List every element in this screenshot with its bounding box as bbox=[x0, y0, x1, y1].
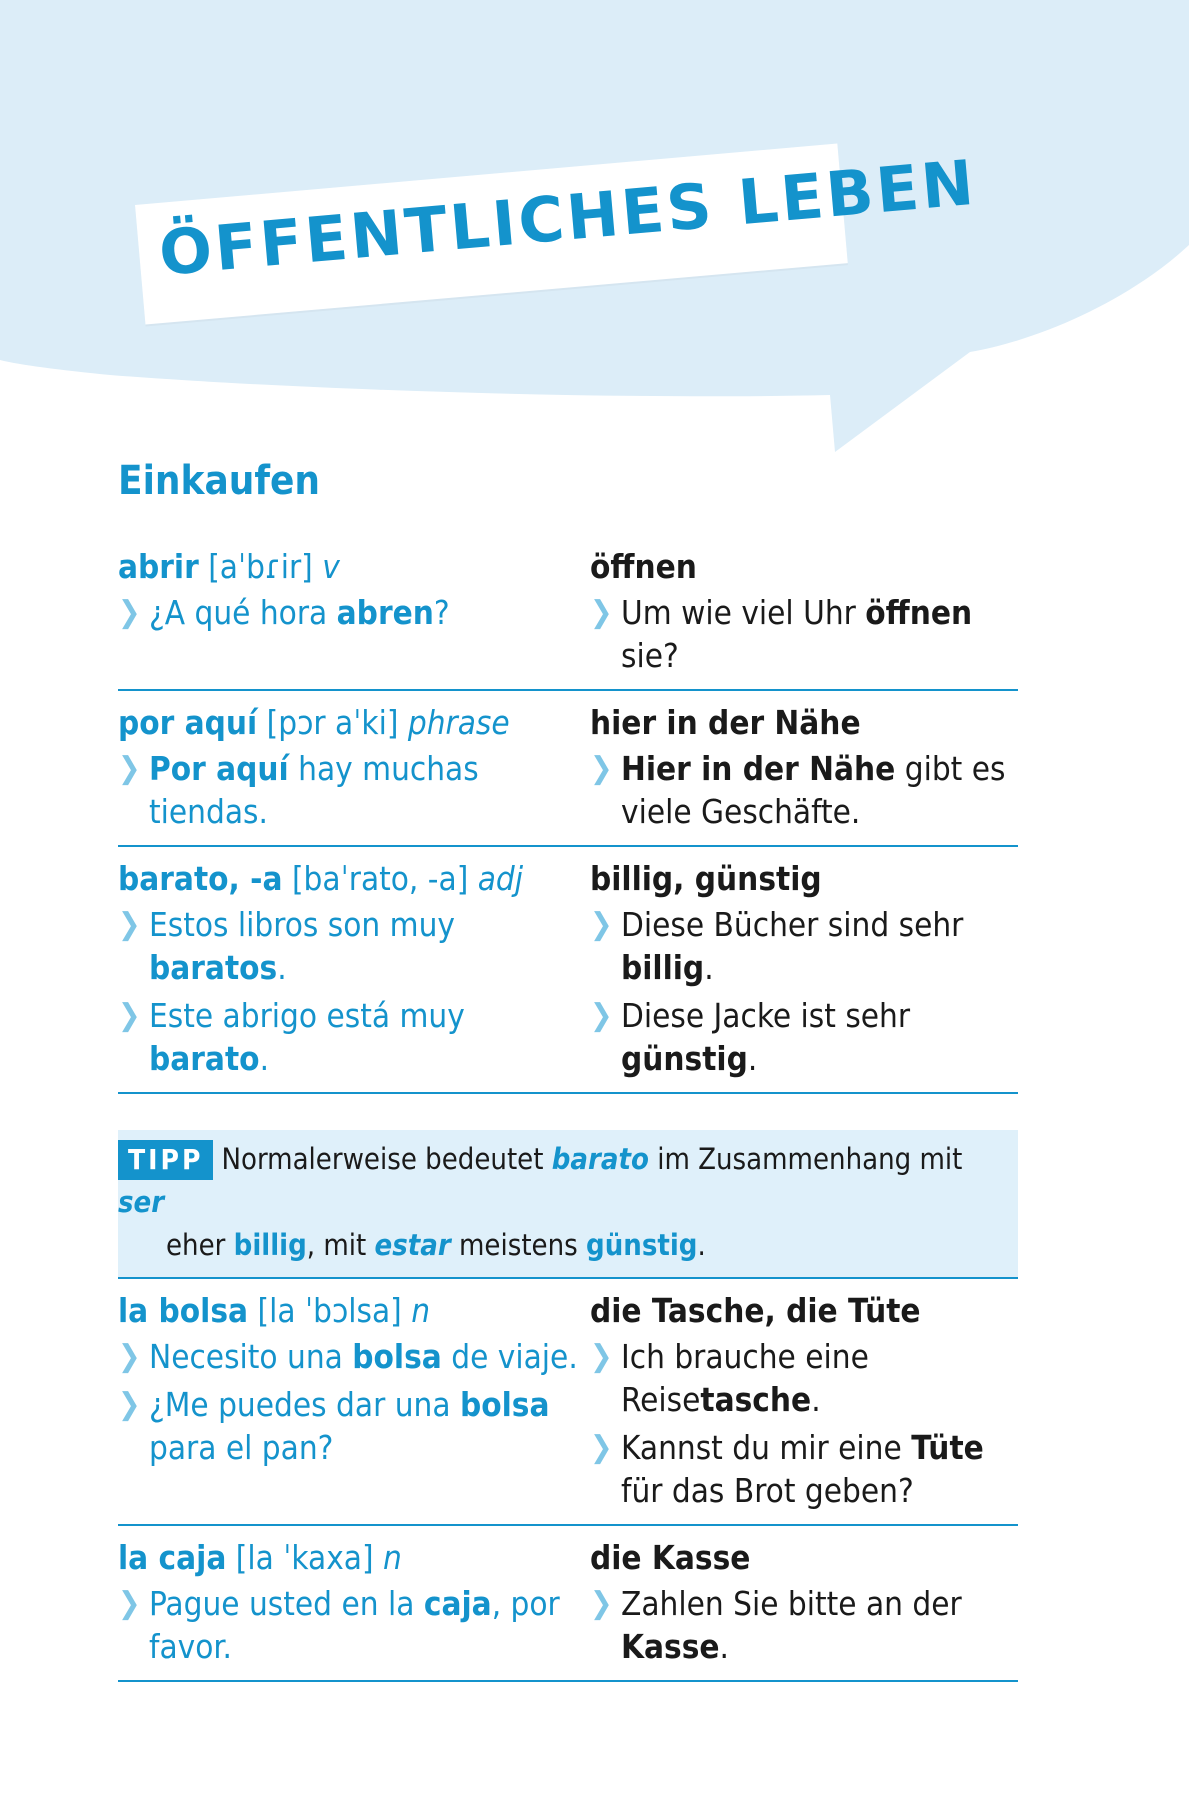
german-headword: die Tasche, die Tüte bbox=[590, 1291, 921, 1330]
spanish-column bbox=[118, 545, 590, 677]
es-word: barato, -a bbox=[118, 859, 283, 898]
german-example: ❯ Zahlen Sie bitte an der Kasse. bbox=[590, 1584, 962, 1666]
highlight-word: tasche bbox=[700, 1380, 812, 1419]
spanish-column bbox=[118, 857, 590, 1080]
spanish-example: ❯ ¿A qué hora abren? bbox=[118, 593, 450, 632]
es-pos: n bbox=[411, 1291, 431, 1330]
section-title: Einkaufen bbox=[118, 458, 321, 504]
vocab-entry bbox=[118, 1526, 1018, 1682]
german-example: ❯ Um wie viel Uhr öffnen sie? bbox=[590, 593, 973, 675]
german-column bbox=[590, 701, 1018, 833]
chevron-right-icon: ❯ bbox=[118, 1586, 141, 1621]
chevron-right-icon: ❯ bbox=[118, 907, 141, 942]
es-pos: adj bbox=[477, 859, 524, 898]
chevron-right-icon: ❯ bbox=[590, 751, 613, 786]
es-ipa: [la ˈbɔlsa] bbox=[257, 1291, 402, 1330]
highlight-word: Kasse bbox=[621, 1627, 720, 1666]
chevron-right-icon: ❯ bbox=[590, 907, 613, 942]
spanish-example: ❯ Estos libros son muy baratos. bbox=[118, 905, 455, 987]
vocab-entry bbox=[118, 847, 1018, 1094]
highlight-word: günstig bbox=[621, 1039, 748, 1078]
chevron-right-icon: ❯ bbox=[118, 1387, 141, 1422]
vocabulary-list bbox=[118, 545, 1018, 1682]
es-word: abrir bbox=[118, 547, 199, 586]
highlight-word: abren bbox=[336, 593, 434, 632]
vocab-entry bbox=[118, 691, 1018, 847]
es-word: la bolsa bbox=[118, 1291, 249, 1330]
spanish-example: ❯ Pague usted en la caja, por favor. bbox=[118, 1584, 560, 1666]
german-example: ❯ Diese Jacke ist sehr günstig. bbox=[590, 996, 911, 1078]
chevron-right-icon: ❯ bbox=[590, 1586, 613, 1621]
spanish-example: ❯ ¿Me puedes dar una bolsa para el pan? bbox=[118, 1385, 550, 1467]
chevron-right-icon: ❯ bbox=[590, 595, 613, 630]
chevron-right-icon: ❯ bbox=[590, 1430, 613, 1465]
german-column bbox=[590, 1289, 1018, 1512]
spanish-example: ❯ Necesito una bolsa de viaje. bbox=[118, 1337, 578, 1376]
german-example: ❯ Hier in der Nähe gibt es viele Geschäfte. bbox=[590, 749, 1006, 831]
highlight-word: Hier in der Nähe bbox=[621, 749, 896, 788]
german-headword: öffnen bbox=[590, 547, 697, 586]
vocab-entry bbox=[118, 1279, 1018, 1526]
es-ipa: [baˈrato, -a] bbox=[291, 859, 469, 898]
highlight-word: Por aquí bbox=[149, 749, 289, 788]
german-headword: die Kasse bbox=[590, 1538, 751, 1577]
highlight-word: bolsa bbox=[459, 1385, 550, 1424]
chevron-right-icon: ❯ bbox=[590, 998, 613, 1033]
highlight-word: bolsa bbox=[352, 1337, 442, 1376]
spanish-headword bbox=[118, 1536, 590, 1582]
tip-box bbox=[118, 1130, 1018, 1279]
es-pos: v bbox=[322, 547, 340, 586]
chevron-right-icon: ❯ bbox=[590, 1339, 613, 1374]
es-pos: n bbox=[383, 1538, 402, 1577]
es-pos: phrase bbox=[407, 703, 510, 742]
highlight-word: caja bbox=[423, 1584, 492, 1623]
es-ipa: [la ˈkaxa] bbox=[235, 1538, 374, 1577]
es-word: la caja bbox=[118, 1538, 227, 1577]
german-column bbox=[590, 857, 1018, 1080]
spanish-example: ❯ Por aquí hay muchas tiendas. bbox=[118, 749, 479, 831]
vocab-entry bbox=[118, 545, 1018, 691]
chevron-right-icon: ❯ bbox=[118, 595, 141, 630]
german-example: ❯ Kannst du mir eine Tüte für das Brot geben? bbox=[590, 1428, 984, 1510]
chevron-right-icon: ❯ bbox=[118, 1339, 141, 1374]
german-headword: billig, günstig bbox=[590, 859, 822, 898]
spanish-headword bbox=[118, 701, 590, 747]
highlight-word: barato bbox=[149, 1039, 260, 1078]
tip-badge: TIPP bbox=[118, 1140, 213, 1180]
spanish-headword bbox=[118, 857, 590, 903]
chevron-right-icon: ❯ bbox=[118, 751, 141, 786]
es-ipa: [aˈbɾir] bbox=[208, 547, 313, 586]
spanish-headword bbox=[118, 545, 590, 591]
chevron-right-icon: ❯ bbox=[118, 998, 141, 1033]
highlight-word: Tüte bbox=[911, 1428, 984, 1467]
spanish-column bbox=[118, 1289, 590, 1512]
german-column bbox=[590, 1536, 1018, 1668]
spanish-example: ❯ Este abrigo está muy barato. bbox=[118, 996, 465, 1078]
tip-line-2: eher billig, mit estar meistens günstig. bbox=[166, 1228, 706, 1262]
chapter-title: ÖFFENTLICHES LEBEN bbox=[156, 145, 980, 290]
german-example: ❯ Ich brauche eine Reisetasche. bbox=[590, 1337, 869, 1419]
spanish-column bbox=[118, 1536, 590, 1668]
highlight-word: baratos bbox=[149, 948, 278, 987]
es-ipa: [pɔr aˈki] bbox=[266, 703, 399, 742]
german-example: ❯ Diese Bücher sind sehr billig. bbox=[590, 905, 964, 987]
highlight-word: billig bbox=[621, 948, 705, 987]
highlight-word: öffnen bbox=[865, 593, 973, 632]
german-headword: hier in der Nähe bbox=[590, 703, 861, 742]
german-column bbox=[590, 545, 1018, 677]
spanish-headword bbox=[118, 1289, 590, 1335]
spanish-column bbox=[118, 701, 590, 833]
es-word: por aquí bbox=[118, 703, 258, 742]
tip-line-1: TIPP Normalerweise bedeutet barato im Zusammenhang mit ser bbox=[118, 1142, 963, 1219]
